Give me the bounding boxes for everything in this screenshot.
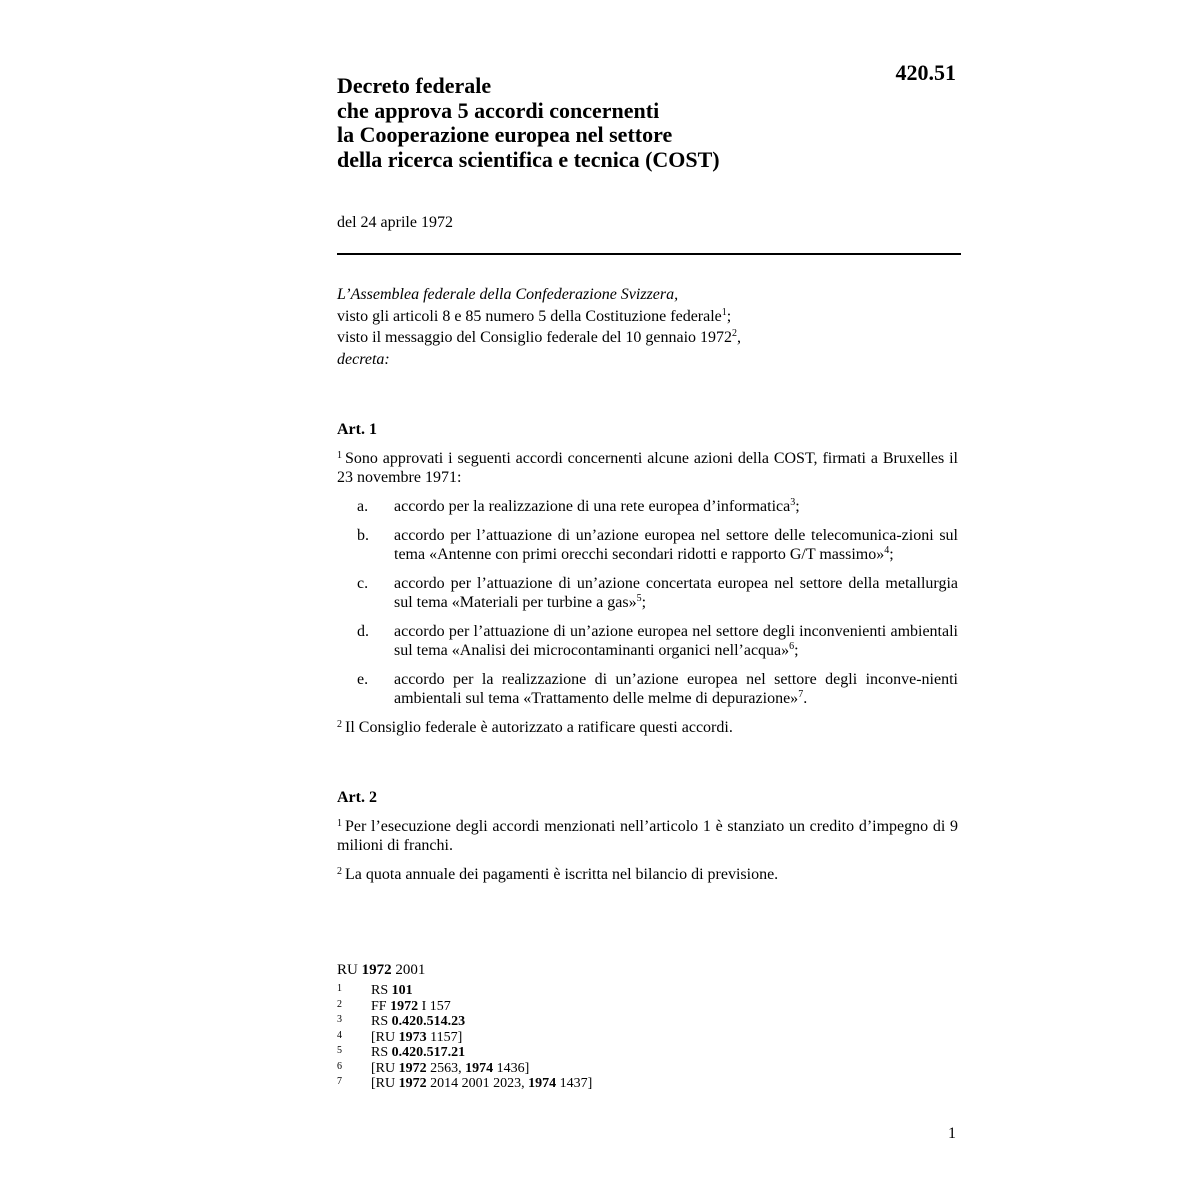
footnote-text-part: 1972 bbox=[398, 1076, 427, 1091]
footnote-ref[interactable]: 6 bbox=[789, 641, 795, 652]
footnote-text-part: [RU bbox=[371, 1060, 399, 1076]
article-paragraph bbox=[337, 718, 958, 737]
page-number: 1 bbox=[948, 1125, 956, 1142]
footnote bbox=[337, 1061, 837, 1077]
preamble-line-constitution bbox=[337, 307, 958, 326]
footnote-ref[interactable]: 7 bbox=[798, 689, 804, 700]
list-item-text bbox=[394, 526, 958, 564]
footnote-number: 6 bbox=[337, 1060, 342, 1072]
article-paragraph bbox=[337, 817, 958, 855]
paragraph-number: 1 bbox=[337, 818, 342, 829]
title-line: Decreto federale bbox=[337, 73, 492, 98]
title-line: della ricerca scientifica e tecnica (COST) bbox=[337, 146, 720, 172]
paragraph-number: 2 bbox=[337, 866, 342, 877]
list-item-text bbox=[394, 497, 958, 516]
header-divider bbox=[337, 253, 961, 255]
list-letter: a. bbox=[357, 498, 369, 515]
footnote-ref[interactable]: 1 bbox=[721, 306, 727, 318]
agreements-list bbox=[337, 497, 958, 708]
footnote-text-part: 0.420.514.23 bbox=[391, 1014, 466, 1029]
list-item bbox=[337, 497, 958, 516]
footnote-text-part: 1973 bbox=[398, 1029, 427, 1045]
item-punct: ; bbox=[794, 642, 799, 659]
footnote-ref[interactable]: 4 bbox=[884, 545, 890, 556]
paragraph-number: 1 bbox=[337, 450, 342, 461]
footnote-text-part: 1972 bbox=[390, 998, 419, 1014]
source-year: 1972 bbox=[361, 962, 392, 978]
list-letter: d. bbox=[357, 623, 369, 640]
footnote-text bbox=[371, 1045, 465, 1061]
source-page: 2001 bbox=[395, 962, 426, 978]
paragraph-text: Per l’esecuzione degli accordi menzionati nell’articolo 1 è stanziato un credito d’impegno di 9 milioni di franchi. bbox=[337, 818, 958, 854]
list-letter: e. bbox=[357, 671, 369, 688]
footnote-text-part: 2563, bbox=[426, 1060, 466, 1076]
paragraph-text: Sono approvati i seguenti accordi concernenti alcune azioni della COST, firmati a Bruxelles il 23 novembre 1971: bbox=[337, 450, 958, 486]
footnote-text bbox=[371, 1076, 592, 1092]
footnote-text-part: FF bbox=[371, 998, 391, 1014]
footnote-text-part: RS bbox=[371, 983, 392, 998]
article-paragraph bbox=[337, 449, 958, 487]
list-item bbox=[337, 526, 958, 564]
item-punct: ; bbox=[889, 546, 894, 563]
footnote-text-part: [RU bbox=[371, 1029, 399, 1045]
footnote-number: 4 bbox=[337, 1029, 342, 1041]
footnote-text bbox=[371, 999, 451, 1015]
list-item-text bbox=[394, 670, 958, 708]
article-heading: Art. 2 bbox=[337, 789, 377, 806]
footnote-ref[interactable]: 3 bbox=[790, 497, 796, 508]
preamble bbox=[337, 285, 958, 371]
footnote-ref[interactable]: 5 bbox=[636, 593, 642, 604]
footnote-text-part: 2014 2001 2023, bbox=[426, 1076, 529, 1091]
title-line: la Cooperazione europea nel settore bbox=[337, 122, 673, 147]
article-paragraph bbox=[337, 865, 958, 884]
document-date: del 24 aprile 1972 bbox=[337, 214, 453, 231]
footnote-text-part: RS bbox=[371, 1045, 392, 1060]
footnote bbox=[337, 1045, 837, 1061]
list-item bbox=[337, 622, 958, 660]
footnote-text bbox=[371, 1061, 529, 1077]
list-item-text bbox=[394, 574, 958, 612]
footnotes-list bbox=[337, 983, 837, 1092]
footnote-number: 3 bbox=[337, 1014, 342, 1025]
footnote-text-part: 1974 bbox=[465, 1060, 494, 1076]
paragraph-number: 2 bbox=[337, 719, 342, 730]
list-letter: b. bbox=[357, 527, 369, 544]
footnote-text bbox=[371, 1030, 462, 1046]
footnote-text bbox=[371, 1014, 465, 1030]
footnote-text-part: 1974 bbox=[528, 1076, 557, 1091]
list-item bbox=[337, 670, 958, 708]
title-line: che approva 5 accordi concernenti bbox=[337, 97, 660, 123]
footnote-text-part: 1157] bbox=[426, 1029, 463, 1045]
footnote-text-part: RS bbox=[371, 1014, 392, 1029]
preamble-punct: ; bbox=[726, 307, 732, 325]
footnote-text bbox=[371, 983, 413, 999]
footnote bbox=[337, 1030, 837, 1046]
source-reference bbox=[337, 961, 425, 979]
footnote bbox=[337, 1076, 837, 1092]
item-punct: ; bbox=[641, 594, 647, 611]
footnote-number: 7 bbox=[337, 1076, 342, 1087]
footnote bbox=[337, 1014, 837, 1030]
document-number: 420.51 bbox=[895, 60, 956, 85]
footnote-text-part: 1437] bbox=[556, 1076, 593, 1091]
article-heading: Art. 1 bbox=[337, 421, 377, 438]
footnote-text-part: [RU bbox=[371, 1076, 399, 1091]
article-2 bbox=[337, 788, 958, 894]
footnote bbox=[337, 999, 837, 1015]
item-text: accordo per l’attuazione di un’azione europea nel settore delle telecomunica-zioni sul tema «Antenne con primi orecchi secondari ridotti e rapporto G/T massimo» bbox=[394, 527, 958, 563]
item-text: accordo per l’attuazione di un’azione concertata europea nel settore della metallurgia sul tema «Materiali per turbine a gas» bbox=[394, 575, 958, 611]
item-punct: ; bbox=[795, 498, 800, 515]
list-item-text bbox=[394, 622, 958, 660]
preamble-punct: , bbox=[737, 329, 742, 347]
decreta-line: decreta: bbox=[337, 350, 390, 368]
item-text: accordo per l’attuazione di un’azione europea nel settore degli inconvenienti ambientali sul tema «Analisi dei microcontaminanti organici nell’acqua» bbox=[394, 623, 958, 659]
preamble-line-message bbox=[337, 328, 958, 347]
source-prefix: RU bbox=[337, 962, 358, 978]
item-text: accordo per la realizzazione di una rete europea d’informatica bbox=[394, 498, 791, 515]
footnote-text-part: 1972 bbox=[398, 1060, 427, 1076]
footnote-ref[interactable]: 2 bbox=[732, 328, 738, 340]
preamble-text: visto gli articoli 8 e 85 numero 5 della Costituzione federale bbox=[337, 307, 722, 325]
footnote-text-part: I 157 bbox=[418, 998, 451, 1014]
footnote bbox=[337, 983, 837, 999]
footnote-number: 2 bbox=[337, 998, 342, 1010]
assembly-line: L’Assemblea federale della Confederazione Svizzera, bbox=[337, 286, 679, 303]
list-letter: c. bbox=[357, 575, 369, 592]
footnote-number: 5 bbox=[337, 1045, 342, 1056]
preamble-text: visto il messaggio del Consiglio federale del 10 gennaio 1972 bbox=[337, 329, 733, 347]
paragraph-text: Il Consiglio federale è autorizzato a ratificare questi accordi. bbox=[345, 719, 733, 736]
document-title bbox=[337, 74, 897, 172]
footnote-text-part: 101 bbox=[391, 983, 413, 998]
footnote-number: 1 bbox=[337, 983, 342, 994]
item-punct: . bbox=[803, 690, 808, 707]
list-item bbox=[337, 574, 958, 612]
item-text: accordo per la realizzazione di un’azione europea nel settore degli inconve-nienti ambientali sul tema «Trattamento delle melme di depurazione» bbox=[394, 671, 958, 707]
article-1 bbox=[337, 420, 958, 747]
footnote-text-part: 1436] bbox=[493, 1060, 530, 1076]
footnote-text-part: 0.420.517.21 bbox=[391, 1045, 466, 1060]
paragraph-text: La quota annuale dei pagamenti è iscritta nel bilancio di previsione. bbox=[345, 866, 779, 883]
